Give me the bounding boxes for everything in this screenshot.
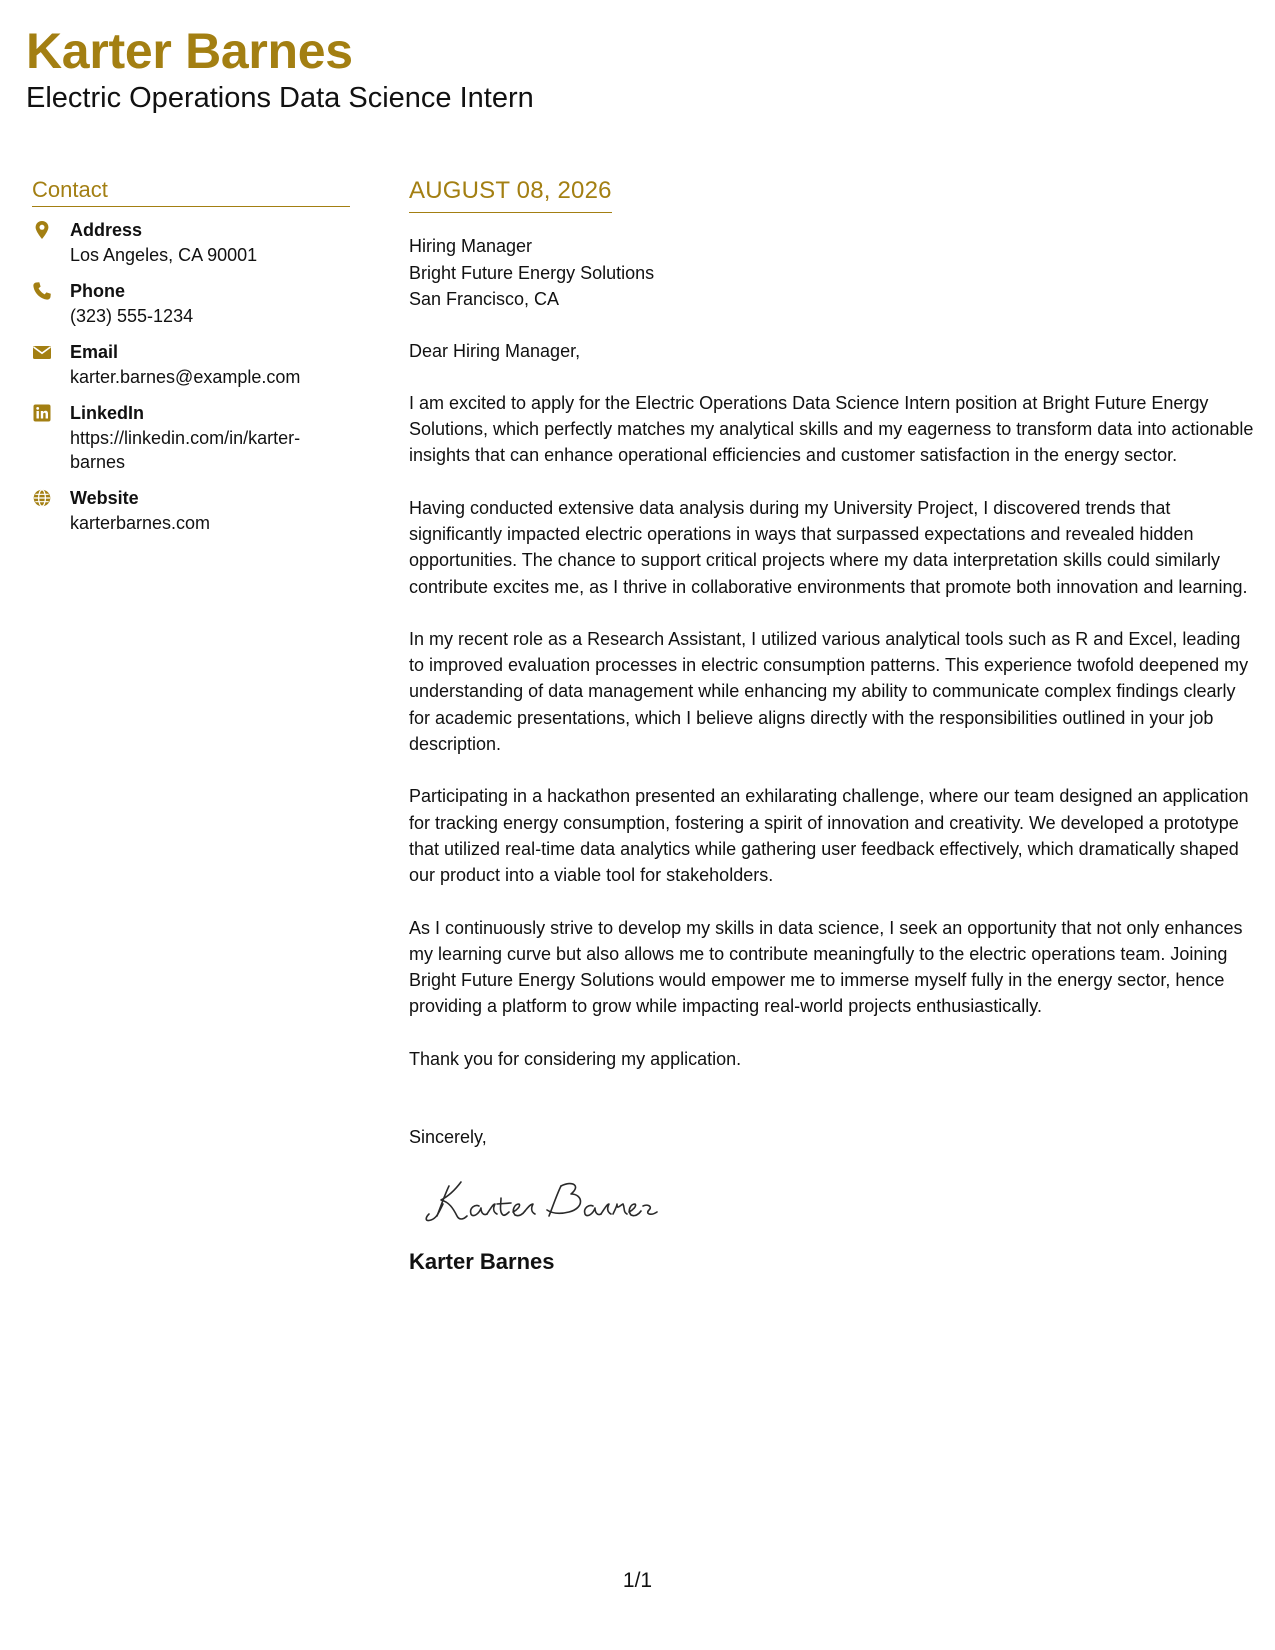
contact-website (32, 486, 350, 535)
job-title: Electric Operations Data Science Intern (26, 82, 534, 114)
globe-icon (32, 488, 52, 508)
closing: Sincerely, (409, 1127, 487, 1148)
page-number: 1/1 (622, 1569, 653, 1592)
contact-label: Email (70, 342, 119, 362)
linkedin-icon (32, 403, 52, 423)
paragraph: As I continuously strive to develop my skills in data science, I seek an opportunity that not only enhances my learning curve but also allows me to contribute meaningfully to the electric operations team. Joining Bright Future Energy Solutions would empower me to immerse myself fully in the energy sector, hence providing a platform to grow while impacting real-world projects enthusiastically. (409, 917, 1243, 1017)
contact-linkedin (32, 401, 350, 474)
letter-body (409, 176, 1254, 1276)
handwritten-signature (421, 1168, 1254, 1228)
envelope-icon (32, 342, 52, 362)
paragraph: Participating in a hackathon presented an exhilarating challenge, where our team designed an application for tracking energy consumption, fostering a spirit of innovation and creativity. We developed a prototype that utilized real-time data analytics while gathering user feedback effectively, which dramatically shaped our product into a viable tool for stakeholders. (409, 786, 1249, 886)
paragraph: Thank you for considering my application. (409, 1048, 742, 1069)
contact-label: Phone (70, 281, 126, 301)
contact-sidebar (32, 176, 350, 547)
contact-label: LinkedIn (70, 403, 145, 423)
signer-name: Karter Barnes (409, 1249, 555, 1275)
contact-label: Address (70, 220, 143, 240)
contact-value: karterbarnes.com (70, 513, 211, 533)
contact-value: (323) 555-1234 (70, 306, 194, 326)
contact-label: Website (70, 488, 139, 508)
contact-value: Los Angeles, CA 90001 (70, 245, 258, 265)
contact-address (32, 218, 350, 267)
paragraph: I am excited to apply for the Electric Operations Data Science Intern position at Bright Future Energy Solutions, which perfectly matches my analytical skills and my eagerness to transform data into actionable insights that can enhance operational efficiencies and customer satisfaction in the energy sector. (409, 392, 1254, 466)
recipient-block (409, 233, 1254, 313)
contact-email (32, 340, 350, 389)
paragraph: In my recent role as a Research Assistant, I utilized various analytical tools such as R and Excel, leading to improved evaluation processes in electric consumption patterns. This experience twofold deepened my understanding of data management while enhancing my ability to communicate complex findings clearly for academic presentations, which I believe aligns directly with the responsibilities outlined in your job description. (409, 628, 1249, 755)
contact-list (32, 218, 350, 535)
map-pin-icon (32, 220, 52, 240)
recipient-location: San Francisco, CA (409, 289, 560, 309)
document-header (26, 20, 534, 116)
contact-phone (32, 279, 350, 328)
paragraph: Having conducted extensive data analysis during my University Project, I discovered trends that significantly impacted electric operations in ways that surpassed expectations and revealed hidden opportunities. The chance to support critical projects where my data interpretation skills could similarly contribute excites me, as I thrive in collaborative environments that promote both innovation and learning. (409, 497, 1248, 597)
recipient-line: Hiring Manager (409, 236, 533, 256)
contact-value: https://linkedin.com/in/karter-barnes (70, 428, 301, 472)
contact-value: karter.barnes@example.com (70, 367, 301, 387)
recipient-company: Bright Future Energy Solutions (409, 262, 655, 283)
letter-date: AUGUST 08, 2026 (409, 176, 612, 213)
greeting: Dear Hiring Manager, (409, 340, 581, 361)
applicant-name: Karter Barnes (26, 23, 353, 79)
phone-icon (32, 281, 52, 301)
contact-heading: Contact (32, 176, 350, 207)
